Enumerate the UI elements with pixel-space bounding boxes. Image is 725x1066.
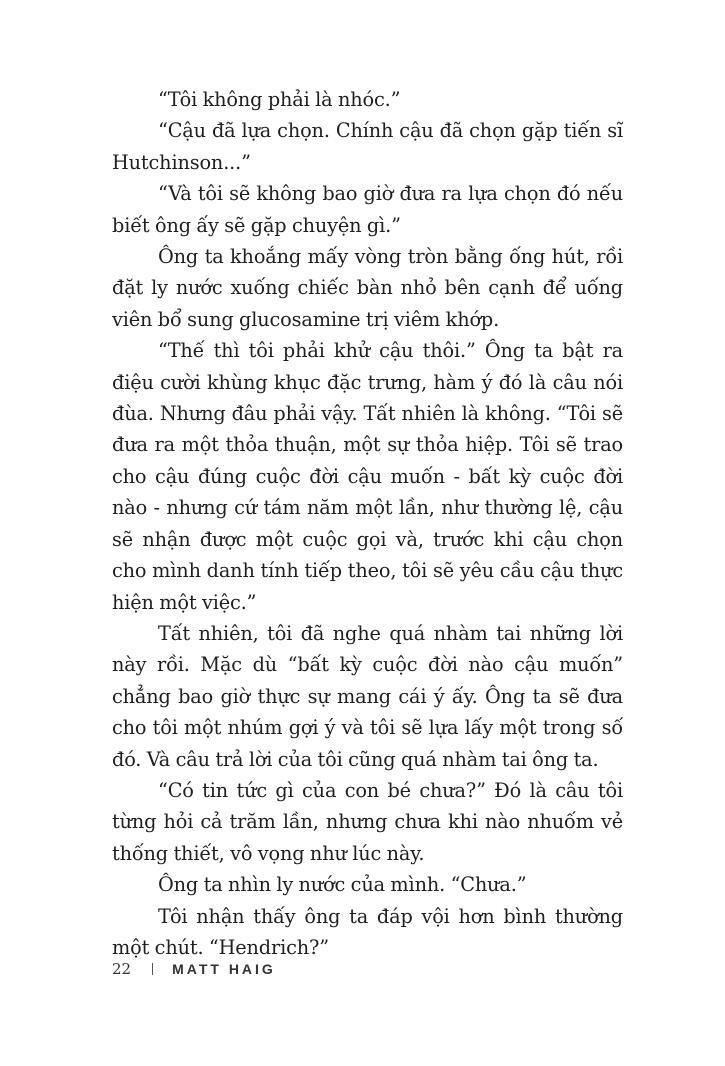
author-name: MATT HAIG <box>172 961 276 977</box>
paragraph-5: “Thế thì tôi phải khử cậu thôi.” Ông ta bật ra điệu cười khùng khục đặc trưng, hàm ý đó là câu nói đùa. Nhưng đâu phải vậy. Tất nhiên là không. “Tôi sẽ đưa ra một thỏa thuận, một sự thỏa hiệp. Tôi sẽ trao cho cậu đúng cuộc đời cậu muốn - bất kỳ cuộc đời nào - nhưng cứ tám năm một lần, như thường lệ, cậu sẽ nhận được một cuộc gọi và, trước khi cậu chọn cho mình danh tính tiếp theo, tôi sẽ yêu cầu cậu thực hiện một việc.” <box>112 339 623 614</box>
paragraph-1: “Tôi không phải là nhóc.” <box>158 88 401 111</box>
paragraph-6: Tất nhiên, tôi đã nghe quá nhàm tai những lời này rồi. Mặc dù “bất kỳ cuộc đời nào cậu muốn” chẳng bao giờ thực sự mang cái ý ấy. Ông ta sẽ đưa cho tôi một nhúm gợi ý và tôi sẽ lựa lấy một trong số đó. Và câu trả lời của tôi cũng quá nhàm tai ông ta. <box>112 621 623 771</box>
page-footer <box>112 957 276 981</box>
page-body <box>112 84 623 963</box>
paragraph-8: Ông ta nhìn ly nước của mình. “Chưa.” <box>158 873 527 897</box>
paragraph-2: “Cậu đã lựa chọn. Chính cậu đã chọn gặp tiến sĩ Hutchinson...” <box>112 119 623 174</box>
footer-divider <box>152 963 153 975</box>
paragraph-3: “Và tôi sẽ không bao giờ đưa ra lựa chọn đó nếu biết ông ấy sẽ gặp chuyện gì.” <box>112 182 623 237</box>
paragraph-4: Ông ta khoắng mấy vòng tròn bằng ống hút, rồi đặt ly nước xuống chiếc bàn nhỏ bên cạnh để uống viên bổ sung glucosamine trị viêm khớp. <box>112 245 623 331</box>
page-number: 22 <box>112 960 132 978</box>
paragraph-7: “Có tin tức gì của con bé chưa?” Đó là câu tôi từng hỏi cả trăm lần, nhưng chưa khi nào nhuốm vẻ thống thiết, vô vọng như lúc này. <box>112 778 623 865</box>
paragraph-9: Tôi nhận thấy ông ta đáp vội hơn bình thường một chút. “Hendrich?” <box>112 904 623 959</box>
